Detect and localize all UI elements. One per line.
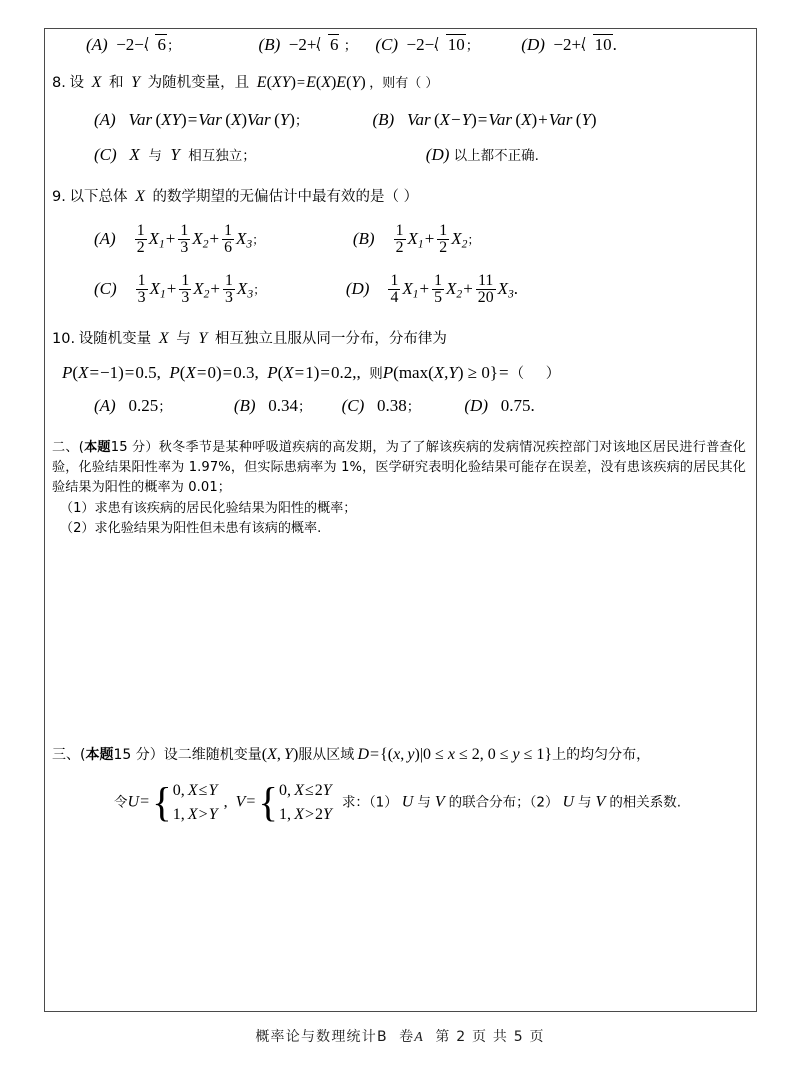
section-3-v-case-1: 0, X≤2Y	[279, 781, 332, 799]
q8-option-c-tail: 相互独立；	[188, 148, 256, 164]
q10-p-zero: 0.3	[233, 362, 255, 382]
q9-option-c: (C) $\frac{1}{3}$ $X_1+$ $\frac{1}{3}$ $X_2+$ $\frac{1}{3}$ $X_3$；	[94, 271, 266, 307]
q8-option-c-label: (C)	[94, 145, 117, 164]
q10-stem-part-1: 设随机变量	[78, 330, 152, 347]
q8-option-d	[426, 144, 539, 165]
q9b-frac-1: $\frac{1}{2}$	[395, 222, 404, 257]
q8-stem-part-2: 和	[109, 75, 124, 91]
q7-option-c-label: (C)	[375, 35, 398, 54]
q7-option-b-label: (B)	[258, 35, 281, 54]
q8-option-d-label: (D)	[425, 145, 450, 164]
q9-number: 9.	[52, 189, 66, 205]
section-3-ask: 求：	[341, 794, 369, 811]
question-10-distribution-line: P(X=−1)=0.5, P(X=0)=0.3, P(X=1)=0.2,, 则P(max(X,Y) ≥ 0}=（ ）	[62, 362, 561, 382]
q7-option-a: (A) −2− 6；	[86, 35, 181, 54]
q7-option-d: (D) −2+ 10.	[521, 35, 617, 54]
question-9-options-row-2	[52, 273, 752, 307]
q9a-frac-3: $\frac{1}{6}$	[224, 222, 232, 257]
q9-option-a-label: (A)	[94, 229, 116, 249]
q10-option-d-label: (D)	[464, 395, 488, 415]
q9a-frac-2: $\frac{1}{3}$	[180, 222, 189, 257]
question-8-options-row-1	[52, 109, 752, 130]
section-3-lead-2: 服从区域	[298, 746, 355, 763]
q8-option-d-text: 以上都不正确.	[453, 148, 539, 164]
question-8-options-row-2	[52, 144, 752, 165]
q7-option-d-label: (D)	[521, 35, 545, 54]
section-2-block: 二、(本题15 分）秋冬季节是某种呼吸道疾病的高发期，为了了解该疾病的发病情况疾控部门对该地区居民进行普查化验，化验结果阳性率为 1.97%，但实际患病率为 1%，医学研究表明化验结果可能存在误差，没有患该疾病的居民其化验结果为阳性的概率为 0.01；	[52, 439, 746, 495]
q8-option-a: (A) Var (XY)=Var (X)Var (Y)；	[94, 110, 309, 129]
section-3-ask-1-num: （1）	[368, 794, 398, 811]
section-3-ask-1-mid: 与	[417, 794, 431, 811]
question-10-options-row	[52, 395, 752, 416]
q7-option-a-label: (A)	[86, 35, 108, 54]
section-3-u-case-1: 0, X≤Y	[172, 781, 218, 799]
q8-option-c: (C) X 与 Y 相互独立；	[94, 145, 256, 164]
section-3-v-case-2: 1, X>2Y	[279, 805, 332, 823]
section-3-u-cases: { 0, X≤Y 1, X>Y	[152, 779, 218, 827]
q9-option-d-label: (D)	[345, 279, 370, 299]
footer-page-unit-2: 页	[529, 1029, 545, 1045]
footer-subject: 概率论与数理统计B	[255, 1029, 388, 1045]
q9d-frac-3: $\frac{11}{20}$	[477, 271, 494, 307]
q8-option-b-label: (B)	[372, 110, 395, 129]
page-footer	[0, 1026, 800, 1046]
q10-then: 则	[369, 365, 383, 382]
footer-page-word: 第	[435, 1029, 451, 1045]
footer-paper-prefix: 卷	[399, 1029, 415, 1045]
section-2-answer-space	[52, 539, 752, 739]
footer-page-number: 2	[456, 1029, 467, 1045]
q8-number: 8.	[52, 75, 66, 91]
exam-content	[52, 30, 752, 1007]
q9c-frac-1: $\frac{1}{3}$	[137, 271, 146, 307]
q10-option-c: (C) 0.38；	[341, 395, 421, 415]
footer-total-pages: 5	[513, 1029, 524, 1045]
q9b-frac-2: $\frac{1}{2}$	[439, 222, 448, 257]
q9-option-b: (B) $\frac{1}{2}$ $X_1+$ $\frac{1}{2}$ $X_2$；	[352, 222, 481, 257]
q8-stem-part-1: 设	[69, 75, 84, 91]
q10-stem-part-3: 相互独立且服从同一分布，分布律为	[214, 330, 447, 347]
footer-paper-label: A	[414, 1030, 425, 1045]
q9a-frac-1: $\frac{1}{2}$	[136, 222, 145, 257]
q10-number: 10.	[52, 330, 76, 347]
footer-page-unit-1: 页	[471, 1029, 488, 1045]
section-2-head-points: 15 分	[110, 439, 146, 455]
section-3-definition-line: 令U= { 0, X≤Y 1, X>Y , V= { 0, X≤2Y 1, X>2Y 求：（1） U 与 V 的联合分布；（2） U 与 V 的相关系数.	[114, 779, 752, 827]
section-3-lead: 三、(本题15 分）设二维随机变量(X, Y)服从区域 D={(x, y)|0 ≤ x ≤ 2, 0 ≤ y ≤ 1}上的均匀分布，	[52, 745, 651, 763]
q8-option-c-mid: 与	[148, 148, 162, 164]
question-8-stem: 8. 设 X 和 Y 为随机变量，且 E(XY)=E(X)E(Y) ，则有（ ）	[52, 74, 439, 91]
question-9-stem: 9. 以下总体 X 的数学期望的无偏估计中最有效的是（ ）	[52, 188, 419, 205]
section-3-v-cases: { 0, X≤2Y 1, X>2Y	[258, 779, 332, 827]
q10-option-d: (D) 0.75.	[464, 395, 535, 415]
q9d-frac-1: $\frac{1}{4}$	[390, 271, 399, 307]
section-3-let: 令	[114, 794, 128, 811]
q10-option-b: (B) 0.34；	[233, 395, 312, 415]
q8-option-b: (B) Var (X−Y)=Var (X)+Var (Y)	[372, 110, 597, 129]
section-3-head-points: 15 分	[113, 746, 150, 763]
q9d-frac-2: $\frac{1}{5}$	[434, 271, 443, 307]
q9-option-a: (A) $\frac{1}{2}$ $X_1+$ $\frac{1}{3}$ $X_2+$ $\frac{1}{6}$ $X_3$；	[94, 222, 265, 257]
question-7-options-row	[52, 34, 752, 55]
q9-option-d: (D) $\frac{1}{4}$ $X_1+$ $\frac{1}{5}$ $X_2+$ $\frac{11}{20}$ $X_3$.	[345, 271, 519, 307]
section-3-v-symbol: V	[235, 793, 246, 811]
q9-stem-part-2: 的数学期望的无偏估计中最有效的是（ ）	[152, 189, 419, 205]
section-2-body: 秋冬季节是某种呼吸道疾病的高发期，为了了解该疾病的发病情况疾控部门对该地区居民进行普查化验，化验结果阳性率为 1.97%，但实际患病率为 1%，医学研究表明化验结果可能存在误差，没有患该疾病的居民其化验结果为阳性的概率为 0.01；	[52, 439, 746, 495]
section-3-ask-2-tail: 的相关系数.	[609, 794, 682, 811]
footer-total-word: 共	[492, 1029, 509, 1045]
q9-stem-part-1: 以下总体	[69, 189, 128, 205]
q10-option-a-label: (A)	[94, 395, 116, 415]
section-3-lead-3: 上的均匀分布，	[552, 746, 651, 763]
section-3-ask-1-tail: 的联合分布；	[448, 794, 530, 811]
q10-option-b-label: (B)	[233, 395, 256, 415]
q10-p-neg1: 0.5	[135, 362, 157, 382]
q7-option-c: (C) −2− 10；	[375, 35, 480, 54]
section-3-ask-2-num: （2）	[529, 794, 559, 811]
section-3-u-case-2: 1, X>Y	[172, 805, 218, 823]
q8-option-a-label: (A)	[94, 110, 116, 129]
section-2-sub-1: （1）求患有该疾病的居民化验结果为阳性的概率；	[60, 501, 357, 517]
section-3-lead-1: 设二维随机变量	[163, 746, 262, 763]
q10-option-a: (A) 0.25；	[94, 395, 172, 415]
q10-p-one: 0.2	[331, 362, 353, 382]
question-9-options-row-1	[52, 223, 752, 257]
section-2-head-bold: 本题	[83, 439, 111, 455]
q7-option-b: (B) −2+ 6 ；	[258, 35, 358, 54]
q9-option-b-label: (B)	[352, 229, 375, 249]
section-2-marker: 二、	[52, 439, 79, 455]
q8-stem-part-3: 为随机变量，且	[147, 75, 250, 91]
section-3-marker: 三、	[52, 746, 80, 763]
q9c-frac-3: $\frac{1}{3}$	[225, 271, 233, 307]
q10-stem-part-2: 与	[176, 330, 191, 347]
section-3-head-bold: 本题	[85, 746, 114, 763]
section-3-u-symbol: U	[127, 793, 140, 811]
question-10-stem: 10. 设随机变量 X 与 Y 相互独立且服从同一分布，分布律为	[52, 329, 447, 347]
section-3-answer-space	[52, 827, 752, 1007]
section-3-ask-2-mid: 与	[578, 794, 592, 811]
q9-option-c-label: (C)	[94, 279, 117, 299]
q9c-frac-2: $\frac{1}{3}$	[181, 271, 190, 307]
q10-option-c-label: (C)	[341, 395, 365, 415]
q8-stem-part-4: ，则有（ ）	[369, 76, 439, 91]
section-2-sub-2: （2）求化验结果为阳性但未患有该病的概率.	[60, 521, 322, 537]
